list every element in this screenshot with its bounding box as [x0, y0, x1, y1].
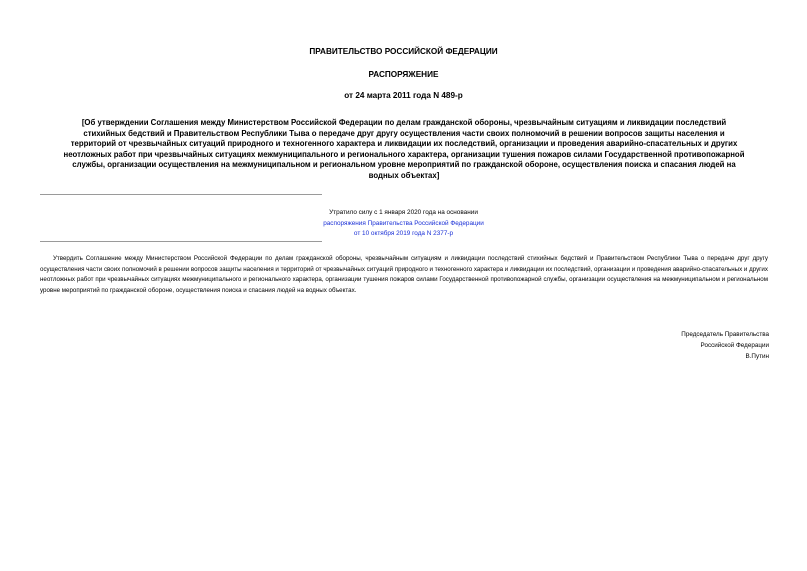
repeal-order-link[interactable]: [250, 219, 557, 240]
divider-bottom: [40, 241, 322, 242]
signature-block: [681, 329, 769, 362]
repeal-order-link-line1[interactable]: распоряжения Правительства Российской Федерации: [323, 219, 484, 227]
document-type-heading: РАСПОРЯЖЕНИЕ: [368, 70, 439, 79]
document-title: [Об утверждении Соглашения между Министерством Российской Федерации по делам гражданской обороны, чрезвычайным ситуациям и ликвидации последствий стихийных бедствий и Правительством Республики Тыва о передаче друг другу осуществления части своих полномочий в решении вопросов защиты населения и территорий от чрезвычайных ситуаций природного и техногенного характера и ликвидации их последствий, организации и проведения аварийно-спасательных и других неотложных работ при чрезвычайных ситуациях межмуниципального и регионального характера, организации тушения пожаров силами Государственной противопожарной службы, организации осуществления на межмуниципальном и региональном уровне мероприятий по гражданской обороне, осуществления поиска и спасания людей на водных объектах]: [63, 118, 745, 180]
repeal-order-link-line2[interactable]: от 10 октября 2019 года N 2377-р: [353, 230, 454, 237]
government-heading: ПРАВИТЕЛЬСТВО РОССИЙСКОЙ ФЕДЕРАЦИИ: [309, 47, 498, 56]
signature-organization: Российской Федерации: [700, 342, 769, 349]
body-paragraph: Утвердить Соглашение между Министерством Российской Федерации по делам гражданской обороны, чрезвычайным ситуациям и ликвидации последствий стихийных бедствий и Правительством Республики Тыва о передаче друг другу осуществления части своих полномочий в решении вопросов защиты населения и территорий от чрезвычайных ситуаций природного и техногенного характера и ликвидации их последствий, организации и проведения аварийно-спасательных и других неотложных работ при чрезвычайных ситуациях межмуниципального и регионального характера, организации тушения пожаров силами Государственной противопожарной службы, организации осуществления на межмуниципальном и региональном уровне мероприятий по гражданской обороне, осуществления поиска и спасания людей на водных объектах.: [40, 255, 768, 294]
divider-top: [40, 194, 322, 195]
status-note-text: Утратило силу с 1 января 2020 года на основании: [329, 209, 478, 216]
status-note: [250, 208, 557, 240]
document-date-number: от 24 марта 2011 года N 489-р: [344, 91, 463, 100]
signature-name: В.Путин: [745, 353, 769, 360]
signature-position: Председатель Правительства: [681, 331, 769, 338]
